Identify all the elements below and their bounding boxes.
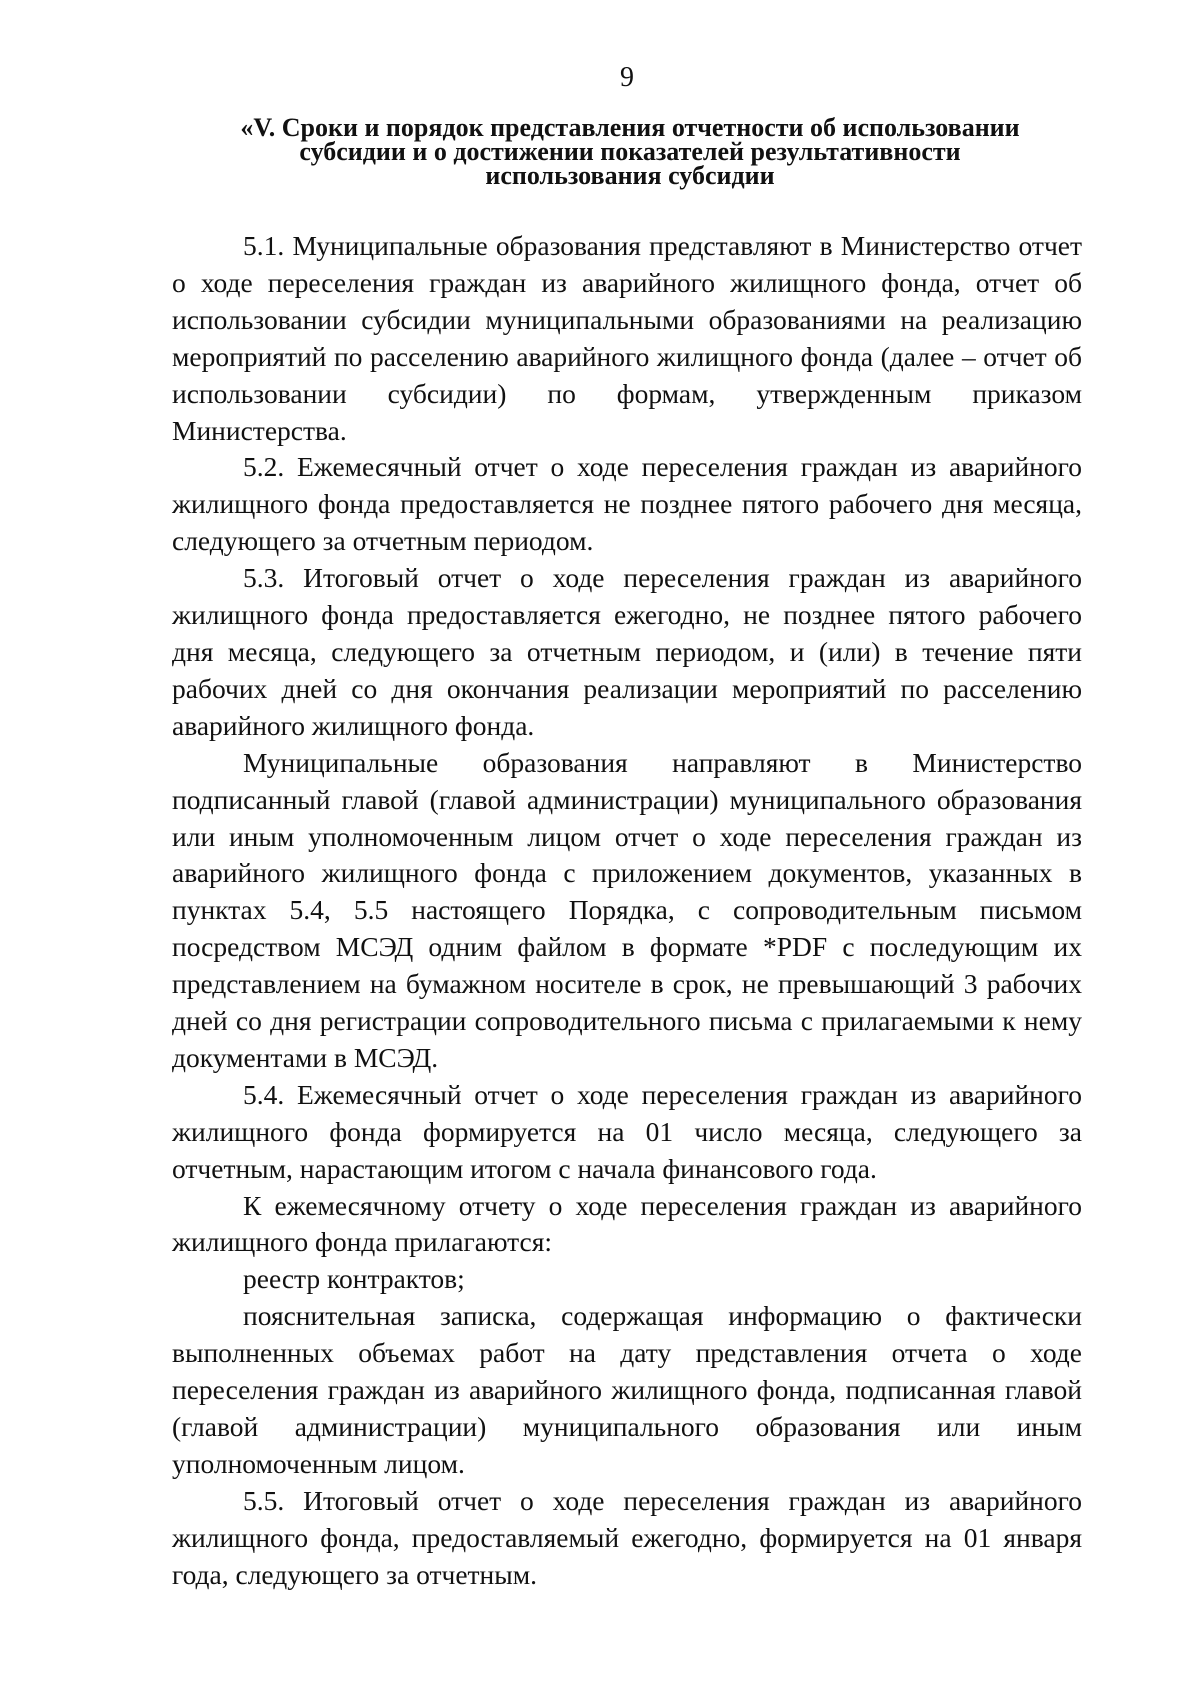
- paragraph-5-3: 5.3. Итоговый отчет о ходе переселения граждан из аварийного жилищного фонда предоставляется ежегодно, не позднее пятого рабочего дня месяца, следующего за отчетным периодом, и (или) в течение пяти рабочих дней со дня окончания реализации мероприятий по расселению аварийного жилищного фонда.: [172, 562, 1082, 741]
- section-heading: [172, 113, 1088, 190]
- paragraph-5-2: 5.2. Ежемесячный отчет о ходе переселения граждан из аварийного жилищного фонда предоставляется не позднее пятого рабочего дня месяца, следующего за отчетным периодом.: [172, 451, 1082, 557]
- section-heading-line-3: использования субсидии: [485, 161, 775, 190]
- page-number: 9: [620, 62, 634, 93]
- paragraph-explanatory-note: пояснительная записка, содержащая информацию о фактически выполненных объемах работ на дату представления отчета о ходе переселения граждан из аварийного жилищного фонда, подписанная главой (главой администрации) муниципального образования или иным уполномоченным лицом.: [172, 1300, 1082, 1479]
- paragraph-contract-registry: реестр контрактов;: [243, 1263, 465, 1295]
- paragraph-municipal-submission: Муниципальные образования направляют в Министерство подписанный главой (главой администрации) муниципального образования или иным уполномоченным лицом отчет о ходе переселения граждан из аварийного жилищного фонда с приложением документов, указанных в пунктах 5.4, 5.5 настоящего Порядка, с сопроводительным письмом посредством МСЭД одним файлом в формате *PDF с последующим их представлением на бумажном носителе в срок, не превышающий 3 рабочих дней со дня регистрации сопроводительного письма с прилагаемыми к нему документами в МСЭД.: [172, 746, 1082, 1073]
- paragraph-attachments-intro: К ежемесячному отчету о ходе переселения граждан из аварийного жилищного фонда прилагаются:: [172, 1189, 1082, 1258]
- paragraph-5-4: 5.4. Ежемесячный отчет о ходе переселения граждан из аварийного жилищного фонда формируется на 01 число месяца, следующего за отчетным, нарастающим итогом с начала финансового года.: [172, 1078, 1082, 1184]
- section-heading-line-1: «V. Сроки и порядок представления отчетности об использовании: [240, 113, 1020, 142]
- paragraph-5-5: 5.5. Итоговый отчет о ходе переселения граждан из аварийного жилищного фонда, предоставляемый ежегодно, формируется на 01 января года, следующего за отчетным.: [172, 1484, 1082, 1590]
- section-heading-line-2: субсидии и о достижении показателей результативности: [299, 137, 961, 166]
- document-body: [172, 228, 1082, 1594]
- paragraph-5-1: 5.1. Муниципальные образования представляют в Министерство отчет о ходе переселения граждан из аварийного жилищного фонда, отчет об использовании субсидии муниципальными образованиями на реализацию мероприятий по расселению аварийного жилищного фонда (далее – отчет об использовании субсидии) по формам, утвержденным приказом Министерства.: [172, 230, 1082, 446]
